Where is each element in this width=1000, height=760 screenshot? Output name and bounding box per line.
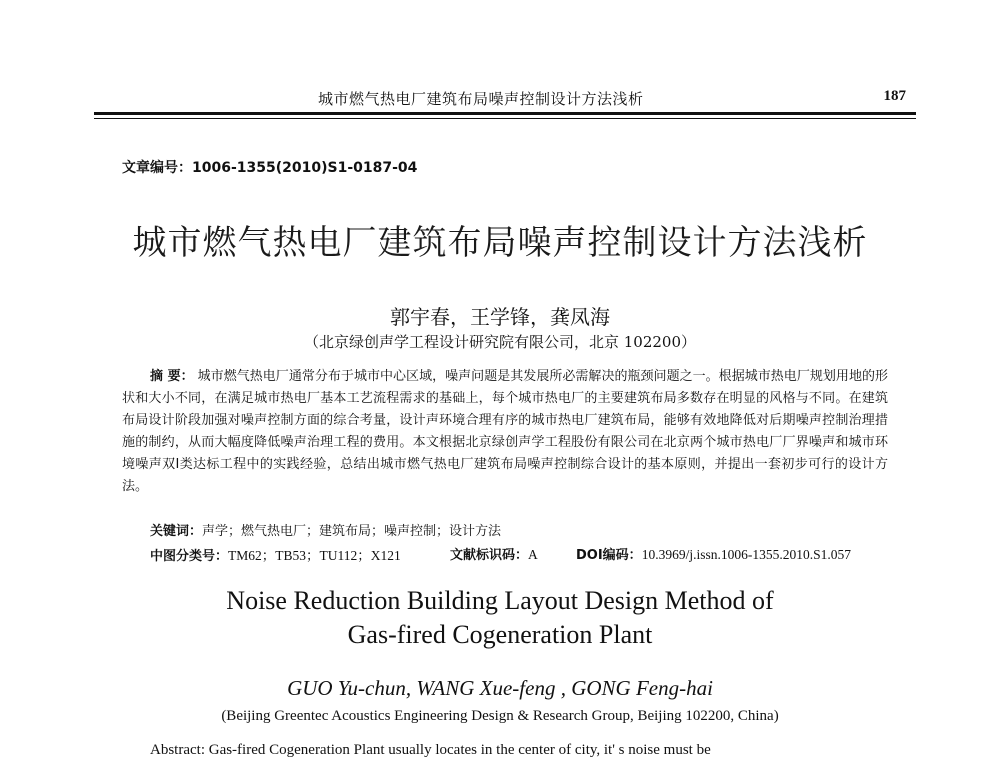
abstract-chinese-text: 城市燃气热电厂通常分布于城市中心区域，噪声问题是其发展所必需解决的瓶颈问题之一。根据城市热电厂规划用地的形状和大小不同，在满足城市热电厂基本工艺流程需求的基础上，每个城市热电厂的主要建筑布局多数存在明显的风格与不同。在建筑布局设计阶段加强对噪声控制方面的综合考量，设计声环境合理有序的城市热电厂建筑布局，能够有效地降低对后期噪声控制治理措施的制约，从而大幅度降低噪声治理工程的费用。本文根据北京绿创声学工程股份有限公司在北京两个城市热电厂厂界噪声和城市环境噪声双I类达标工程中的实践经验，总结出城市燃气热电厂建筑布局噪声控制综合设计的基本原则，并提出一套初步可行的设计方法。 [122,369,888,494]
keywords-chinese [150,520,501,539]
page-number: 187 [883,88,906,104]
title-english-line-2: Gas-fired Cogeneration Plant [347,620,653,649]
document-code-label: 文献标识码： [450,548,529,563]
clc-field [150,544,450,564]
abstract-chinese [122,366,888,498]
affiliation-english: (Beijing Greentec Acoustics Engineering Design & Research Group, Beijing 102200, China) [221,708,779,724]
title-chinese: 城市燃气热电厂建筑布局噪声控制设计方法浅析 [132,223,868,263]
doi-field [576,544,890,564]
clc-value: TM62；TB53；TU112；X121 [228,548,401,563]
running-title: 城市燃气热电厂建筑布局噪声控制设计方法浅析 [318,90,644,108]
doi-label: DOI编码： [576,548,642,563]
abstract-chinese-label: 摘 要： [150,369,194,384]
title-english-line-1: Noise Reduction Building Layout Design Method of [226,586,774,615]
authors-chinese: 郭宇春，王学锋，龚凤海 [390,305,610,329]
header-rule-thick [94,112,916,115]
clc-label: 中图分类号： [150,549,229,564]
abstract-english-partial: Abstract: Gas-fired Cogeneration Plant usually locates in the center of city, it' s noise must be [150,742,711,758]
classification-line [150,544,890,564]
authors-english: GUO Yu-chun, WANG Xue-feng , GONG Feng-hai [287,676,713,700]
affiliation-chinese: （北京绿创声学工程设计研究院有限公司，北京 102200） [303,333,697,351]
header-rule-thin [94,118,916,119]
document-code-field [450,544,576,564]
document-code-value: A [528,547,538,562]
article-number [122,157,417,177]
article-number-label: 文章编号： [122,160,192,176]
article-number-value: 1006-1355(2010)S1-0187-04 [192,160,418,176]
doi-value: 10.3969/j.issn.1006-1355.2010.S1.057 [641,547,851,562]
title-english [0,584,1000,652]
keywords-label: 关键词： [150,524,203,539]
keywords-text: 声学；燃气热电厂；建筑布局；噪声控制；设计方法 [202,524,502,539]
